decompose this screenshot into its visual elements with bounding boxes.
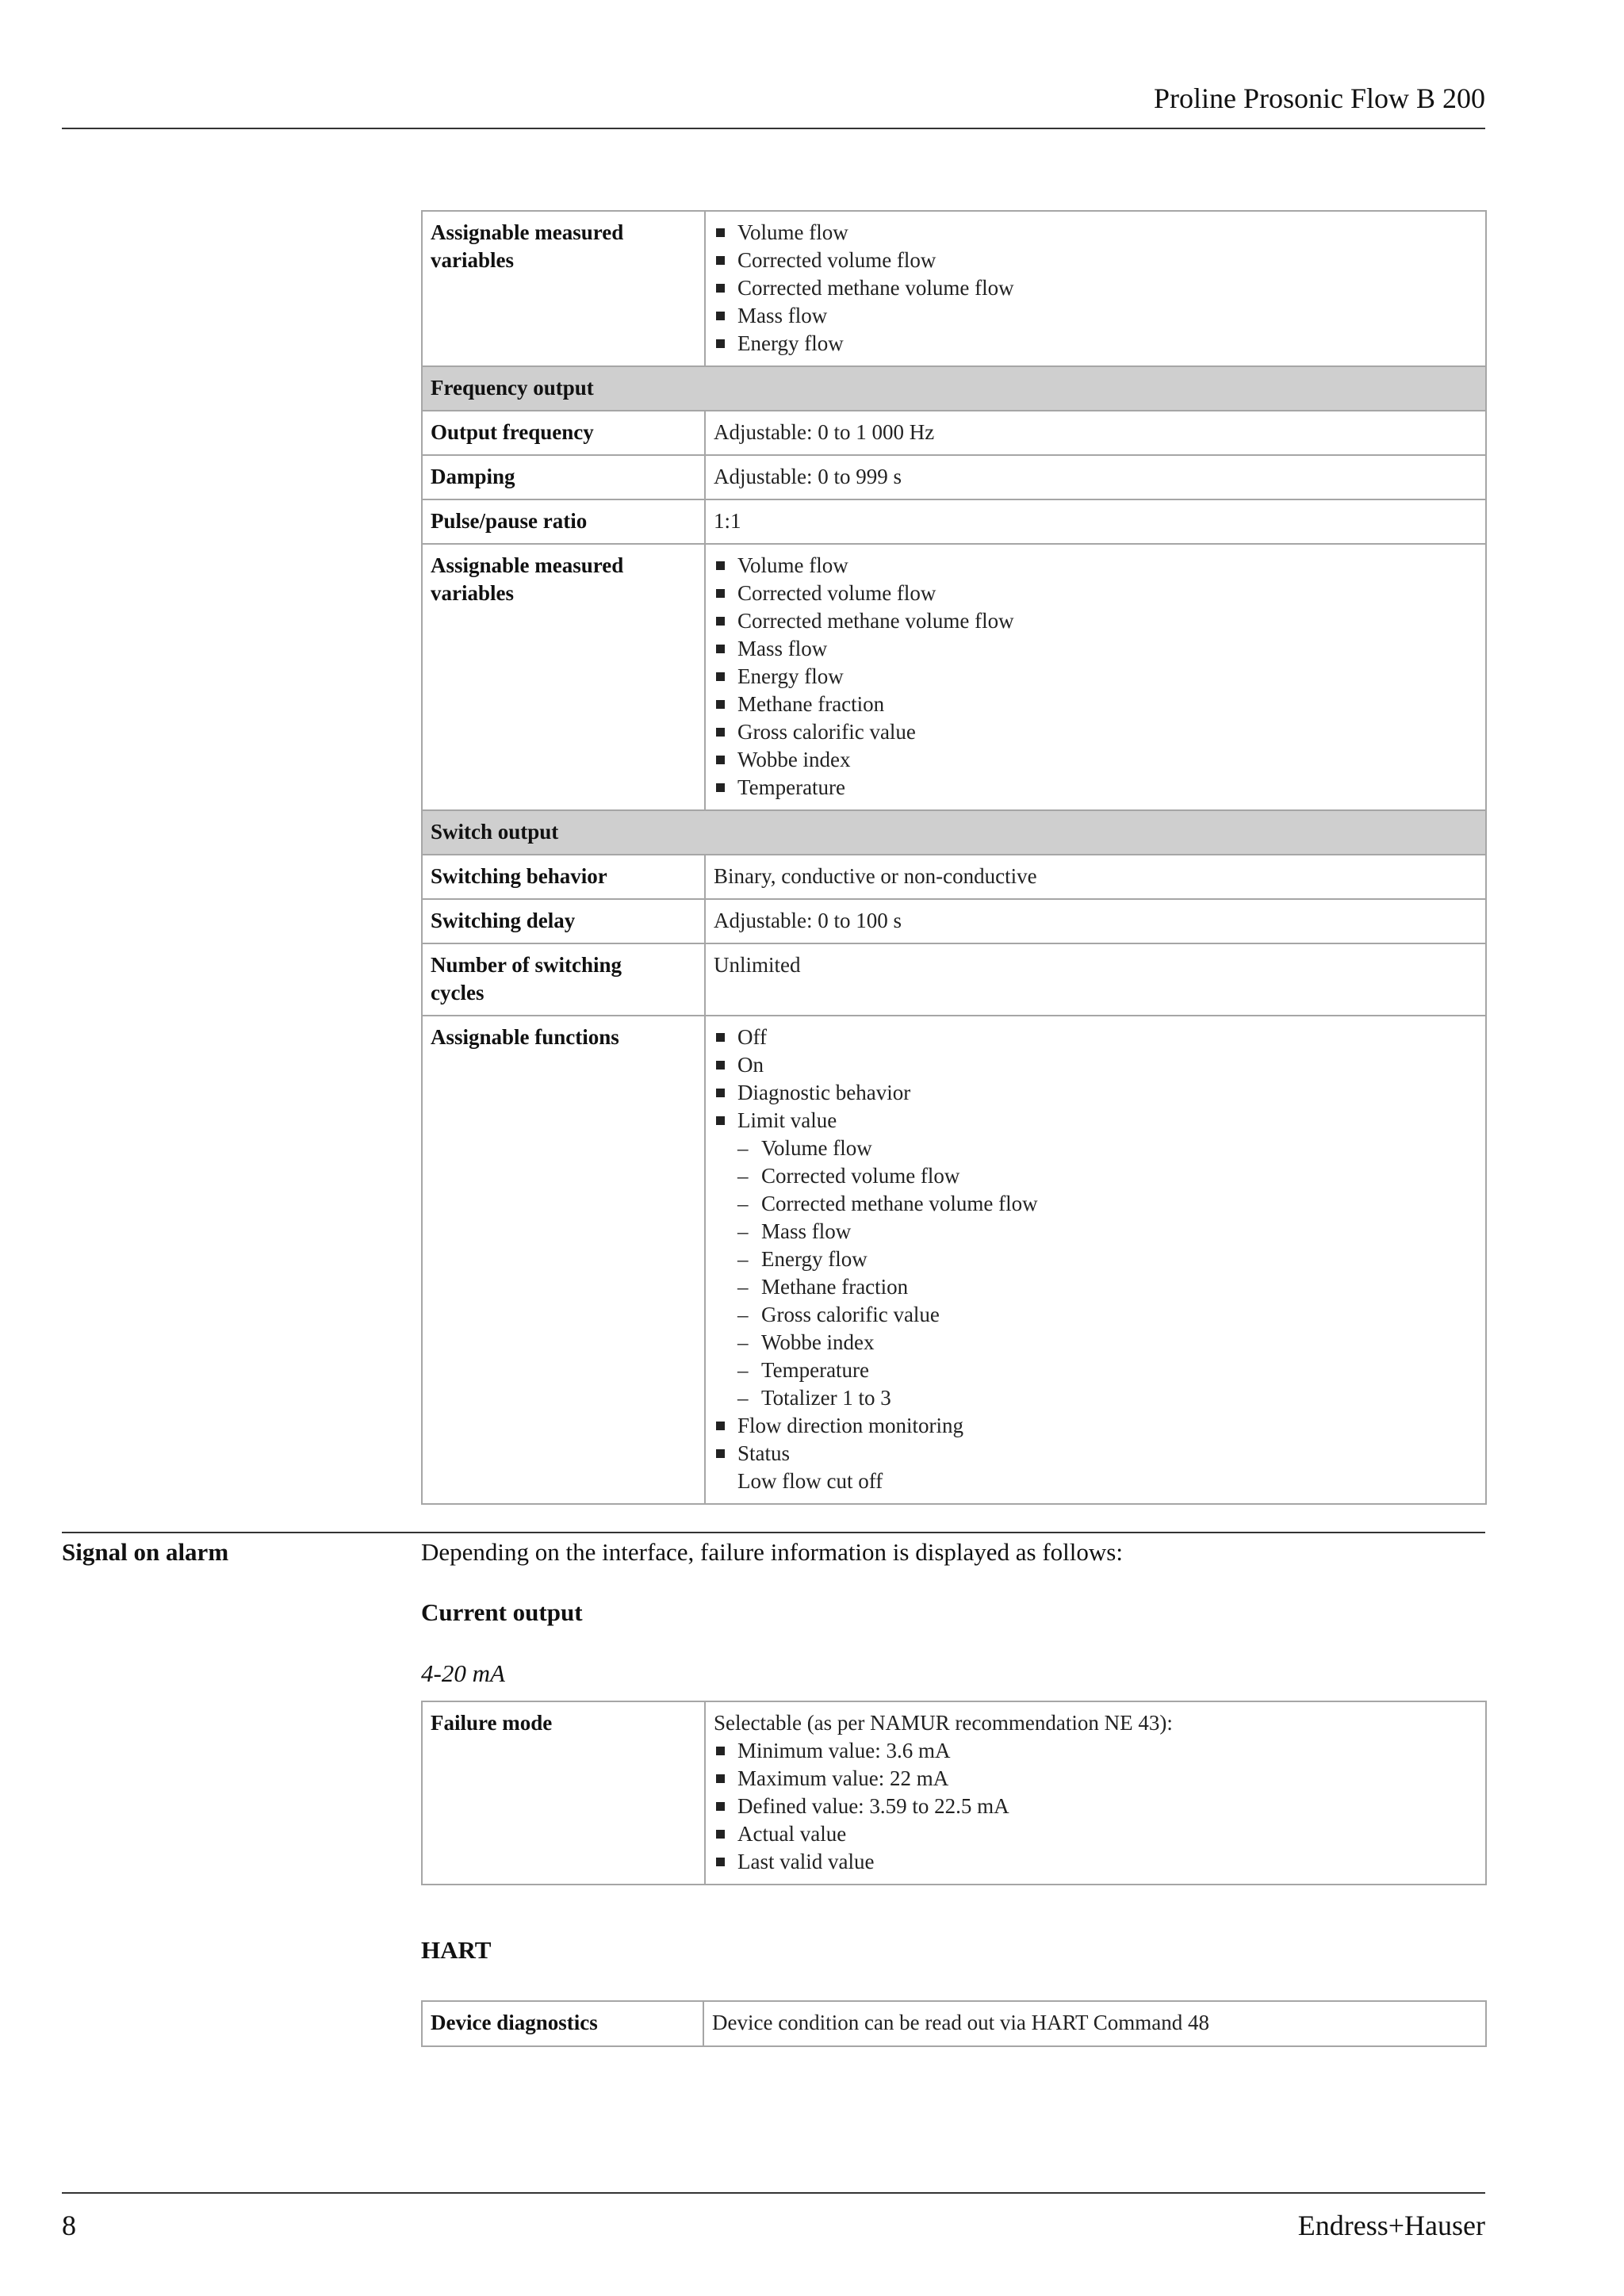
row-value-list	[705, 211, 1486, 366]
row-value: Adjustable: 0 to 1 000 Hz	[705, 411, 1486, 455]
subheading-hart: HART	[421, 1936, 492, 1964]
row-label: Number of switching cycles	[422, 943, 705, 1016]
table-row	[422, 499, 1486, 544]
list-item: Wobbe index	[714, 746, 1477, 774]
list-item: Energy flow	[714, 330, 1477, 358]
list-item: Corrected methane volume flow	[714, 607, 1477, 635]
row-value: Adjustable: 0 to 100 s	[705, 899, 1486, 943]
sub-list-item: – Energy flow	[714, 1246, 1477, 1273]
list-item: Minimum value: 3.6 mA	[714, 1737, 1477, 1765]
section-label-signal-on-alarm: Signal on alarm	[62, 1538, 229, 1566]
section-row	[422, 366, 1486, 411]
sub-list-item: – Wobbe index	[714, 1329, 1477, 1357]
document-title: Proline Prosonic Flow B 200	[1153, 82, 1485, 114]
header-divider	[62, 128, 1485, 129]
table-row	[422, 2001, 1486, 2046]
table-row	[422, 855, 1486, 899]
list-item: Maximum value: 22 mA	[714, 1765, 1477, 1793]
row-label: Assignable measured variables	[422, 211, 705, 366]
row-value-list	[705, 544, 1486, 810]
row-value: Unlimited	[705, 943, 1486, 1016]
list-item: Off	[714, 1024, 1477, 1051]
brand-name: Endress+Hauser	[1297, 2210, 1485, 2241]
sub-list-item: – Gross calorific value	[714, 1301, 1477, 1329]
row-value: Device condition can be read out via HART Command 48	[703, 2001, 1486, 2046]
subheading-current-output: Current output	[421, 1598, 583, 1626]
section-divider	[62, 1532, 1485, 1533]
list-item: Last valid value	[714, 1848, 1477, 1876]
list-item: Actual value	[714, 1820, 1477, 1848]
status-sub-item: Low flow cut off	[737, 1469, 883, 1493]
table-row	[422, 544, 1486, 810]
section-row	[422, 810, 1486, 855]
list-item: Limit value	[714, 1107, 1477, 1135]
row-value: Binary, conductive or non-conductive	[705, 855, 1486, 899]
list-item: Corrected volume flow	[714, 580, 1477, 607]
failure-mode-table	[421, 1701, 1487, 1885]
list-item: Diagnostic behavior	[714, 1079, 1477, 1107]
section-heading-switch: Switch output	[422, 810, 1486, 855]
row-label: Device diagnostics	[422, 2001, 703, 2046]
row-label: Switching behavior	[422, 855, 705, 899]
list-item: Mass flow	[714, 635, 1477, 663]
list-item: Corrected methane volume flow	[714, 274, 1477, 302]
table-row	[422, 411, 1486, 455]
table-row	[422, 899, 1486, 943]
row-label: Damping	[422, 455, 705, 499]
table-row	[422, 1701, 1486, 1885]
list-item: Defined value: 3.59 to 22.5 mA	[714, 1793, 1477, 1820]
list-item: Gross calorific value	[714, 718, 1477, 746]
section-heading-frequency: Frequency output	[422, 366, 1486, 411]
row-label: Failure mode	[422, 1701, 705, 1885]
list-item: On	[714, 1051, 1477, 1079]
table-row	[422, 455, 1486, 499]
footer-divider	[62, 2192, 1485, 2194]
subheading-current-range: 4-20 mA	[421, 1659, 505, 1687]
sub-list-item: – Totalizer 1 to 3	[714, 1384, 1477, 1412]
sub-list-item: – Temperature	[714, 1357, 1477, 1384]
sub-list-item: – Corrected volume flow	[714, 1162, 1477, 1190]
row-label: Assignable measured variables	[422, 544, 705, 810]
list-item: Temperature	[714, 774, 1477, 802]
row-label: Switching delay	[422, 899, 705, 943]
row-value-list	[705, 1701, 1486, 1885]
list-item: Mass flow	[714, 302, 1477, 330]
row-value: 1:1	[705, 499, 1486, 544]
list-item: Flow direction monitoring	[714, 1412, 1477, 1440]
row-label: Assignable functions	[422, 1016, 705, 1504]
device-diagnostics-table	[421, 2000, 1487, 2047]
row-value-list	[705, 1016, 1486, 1504]
list-item: Energy flow	[714, 663, 1477, 691]
sub-list-item: – Volume flow	[714, 1135, 1477, 1162]
output-spec-table	[421, 210, 1487, 1505]
sub-list-item: – Mass flow	[714, 1218, 1477, 1246]
row-value: Adjustable: 0 to 999 s	[705, 455, 1486, 499]
row-label: Output frequency	[422, 411, 705, 455]
table-row	[422, 211, 1486, 366]
list-item: Volume flow	[714, 552, 1477, 580]
list-item: Status	[714, 1440, 1477, 1468]
sub-list-item: – Methane fraction	[714, 1273, 1477, 1301]
list-item: Volume flow	[714, 219, 1477, 247]
row-label: Pulse/pause ratio	[422, 499, 705, 544]
section-intro: Depending on the interface, failure information is displayed as follows:	[421, 1538, 1123, 1566]
sub-list-item: – Corrected methane volume flow	[714, 1190, 1477, 1218]
list-item: Corrected volume flow	[714, 247, 1477, 274]
table-row	[422, 943, 1486, 1016]
list-item: Methane fraction	[714, 691, 1477, 718]
table-row	[422, 1016, 1486, 1504]
page-number: 8	[62, 2210, 76, 2241]
list-lead: Selectable (as per NAMUR recommendation NE 43):	[714, 1711, 1173, 1735]
